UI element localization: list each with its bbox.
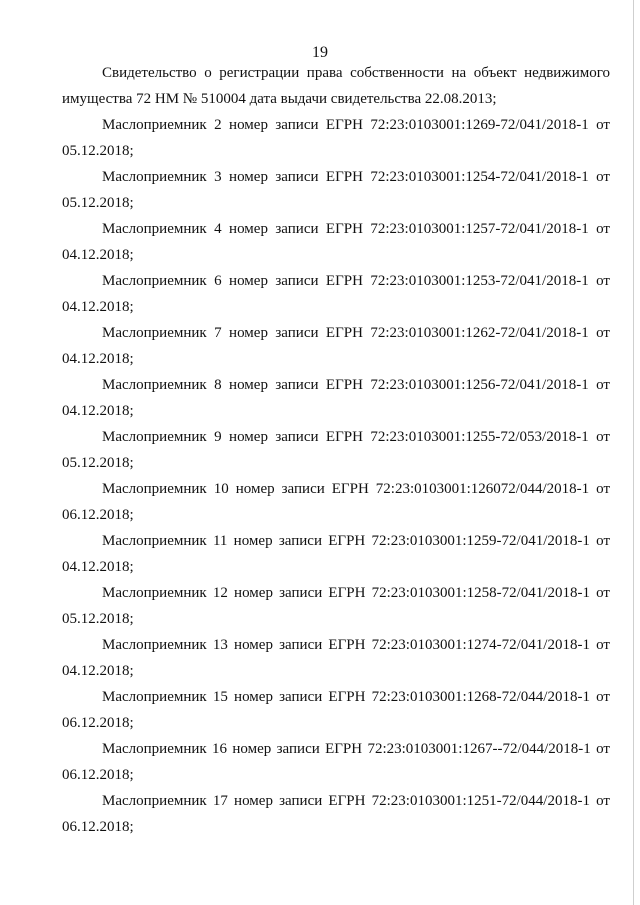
paragraph-oil-receiver-13: Маслоприемник 13 номер записи ЕГРН 72:23:0103001:1274-72/041/2018-1 от 04.12.2018; (62, 637, 610, 679)
paragraph-oil-receiver-8: Маслоприемник 8 номер записи ЕГРН 72:23:0103001:1256-72/041/2018-1 от 04.12.2018; (62, 377, 610, 419)
paragraph-certificate: Свидетельство о регистрации права собственности на объект недвижимого имущества 72 НМ № 510004 дата выдачи свидетельства 22.08.2013; (62, 65, 610, 107)
paragraph-oil-receiver-7: Маслоприемник 7 номер записи ЕГРН 72:23:0103001:1262-72/041/2018-1 от 04.12.2018; (62, 325, 610, 367)
paragraph-oil-receiver-2: Маслоприемник 2 номер записи ЕГРН 72:23:0103001:1269-72/041/2018-1 от 05.12.2018; (62, 117, 610, 159)
paragraph-oil-receiver-6: Маслоприемник 6 номер записи ЕГРН 72:23:0103001:1253-72/041/2018-1 от 04.12.2018; (62, 273, 610, 315)
paragraph-oil-receiver-9: Маслоприемник 9 номер записи ЕГРН 72:23:0103001:1255-72/053/2018-1 от 05.12.2018; (62, 429, 610, 471)
paragraph-oil-receiver-12: Маслоприемник 12 номер записи ЕГРН 72:23:0103001:1258-72/041/2018-1 от 05.12.2018; (62, 585, 610, 627)
paragraph-oil-receiver-17: Маслоприемник 17 номер записи ЕГРН 72:23:0103001:1251-72/044/2018-1 от 06.12.2018; (62, 793, 610, 835)
paragraph-oil-receiver-10: Маслоприемник 10 номер записи ЕГРН 72:23:0103001:126072/044/2018-1 от 06.12.2018; (62, 481, 610, 523)
scan-edge-line (633, 0, 634, 905)
paragraph-oil-receiver-3: Маслоприемник 3 номер записи ЕГРН 72:23:0103001:1254-72/041/2018-1 от 05.12.2018; (62, 169, 610, 211)
paragraph-oil-receiver-15: Маслоприемник 15 номер записи ЕГРН 72:23:0103001:1268-72/044/2018-1 от 06.12.2018; (62, 689, 610, 731)
paragraph-oil-receiver-4: Маслоприемник 4 номер записи ЕГРН 72:23:0103001:1257-72/041/2018-1 от 04.12.2018; (62, 221, 610, 263)
paragraph-oil-receiver-16: Маслоприемник 16 номер записи ЕГРН 72:23:0103001:1267--72/044/2018-1 от 06.12.2018; (62, 741, 610, 783)
page-number: 19 (312, 44, 328, 61)
paragraph-oil-receiver-11: Маслоприемник 11 номер записи ЕГРН 72:23:0103001:1259-72/041/2018-1 от 04.12.2018; (62, 533, 610, 575)
